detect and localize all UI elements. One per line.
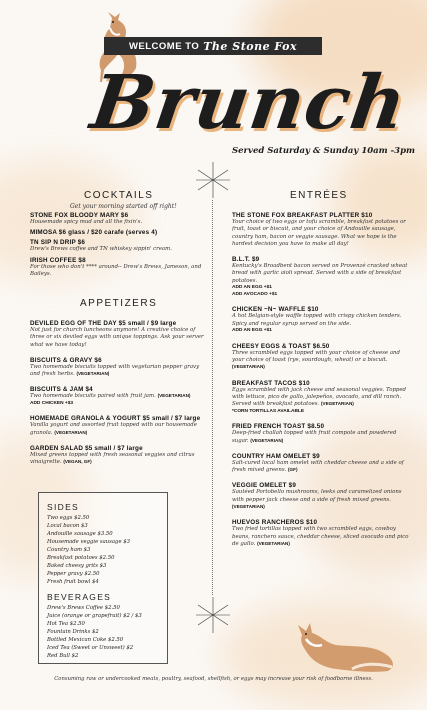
item-name: TN SIP N DRIP $6 — [30, 239, 86, 247]
appetizers-list — [30, 320, 205, 475]
item-description: Two fried tortillas topped with two scrambled eggs, cowboy beans, ranchero sauce, cheddar cheese, sliced avocado and pico de gallo. — [232, 526, 409, 547]
list-item: Housemade veggie sausage $3 — [47, 539, 130, 545]
welcome-text: WELCOME TO — [128, 40, 200, 52]
footer-disclaimer: Consuming raw or undercooked meats, poultry, seafood, shellfish, or eggs may increase your risk of foodborne illness. — [54, 676, 373, 682]
entrees-heading: ENTRÉES — [290, 190, 348, 201]
cocktails-subheading: Get your morning started off right! — [70, 203, 177, 210]
addon-option: ADD AN EGG +$1 — [232, 328, 272, 334]
menu-item — [232, 380, 410, 416]
list-item: Breakfast potatoes $2.50 — [47, 555, 115, 561]
menu-item — [30, 445, 205, 467]
diet-tag: (VEGETARIAN) — [320, 401, 354, 407]
item-description: Kentucky's Broadbent bacon served on Provenzé cracked wheat bread with garlic aioli spread. Served with a side of breakfast potatoes. — [232, 263, 408, 284]
list-item: Iced Tea (Sweet or Unsweet) $2 — [47, 645, 134, 651]
welcome-banner — [113, 37, 313, 55]
menu-item — [30, 229, 205, 236]
diet-tag: (VEGETARIAN) — [157, 393, 191, 399]
diet-tag: (VEGETARIAN) — [250, 437, 284, 443]
item-name: B.L.T. $9 — [232, 256, 260, 264]
menu-item — [232, 212, 410, 248]
menu-item — [30, 357, 205, 379]
list-item: Country ham $3 — [47, 547, 91, 553]
menu-item — [232, 519, 410, 548]
list-item: Fountain Drinks $2 — [47, 629, 99, 635]
item-description: Not just for church luncheons anymore! A creative choice of three or six deviled eggs with unique toppings. Ask your server what we have today! — [30, 327, 204, 348]
diet-tag: (VEGETARIAN) — [54, 429, 88, 435]
list-item: Pepper gravy $2.50 — [47, 571, 100, 577]
diet-tag: (VEGETARIAN) — [76, 371, 110, 377]
menu-item — [232, 256, 410, 298]
center-divider — [212, 200, 213, 595]
diet-tag: (VEGETARIAN) — [257, 540, 290, 546]
sides-beverages-box — [38, 492, 168, 664]
list-item: Hot Tea $2.50 — [47, 621, 85, 627]
menu-item — [30, 415, 205, 437]
brand-name: The Stone Fox — [203, 39, 298, 53]
list-item: Juice (orange or grapefruit) $2 / $3 — [47, 613, 142, 619]
item-description: Two homemade biscuits paired with fruit jam. — [30, 393, 156, 400]
menu-item — [232, 423, 410, 445]
sides-heading: SIDES — [47, 502, 80, 512]
item-name: GARDEN SALAD $5 small / $7 large — [30, 445, 143, 453]
item-name: HOMEMADE GRANOLA & YOGURT $5 small / $7 large — [30, 415, 201, 423]
item-name: THE STONE FOX BREAKFAST PLATTER $10 — [232, 212, 373, 219]
diet-tag: (VEGETARIAN) — [232, 364, 265, 370]
item-description: Mixed greens topped with fresh seasonal veggies and citrus vinaigrette. — [30, 452, 195, 466]
menu-item — [30, 320, 205, 349]
item-description: A hot Belgian-style waffle topped with crispy chicken tenders. Spicy and regular syrup served on the side. — [232, 313, 402, 327]
item-name: FRIED FRENCH TOAST $8.50 — [232, 423, 325, 431]
served-hours: Served Saturday & Sunday 10am -3pm — [232, 146, 416, 156]
list-item: Baked cheesy grits $3 — [47, 563, 107, 569]
sides-list — [47, 514, 167, 586]
item-description: Housemade spicy mud and all the fixin's. — [30, 219, 143, 225]
list-item: Andouille sausage $3.50 — [47, 531, 113, 537]
list-item: Fresh fruit bowl $4 — [47, 579, 99, 585]
diet-tag: (VEGETARIAN) — [232, 504, 265, 510]
menu-item — [232, 306, 410, 334]
item-name: BREAKFAST TACOS $10 — [232, 379, 310, 387]
item-name: IRISH COFFEE $8 — [30, 256, 86, 264]
diet-tag: (GF) — [288, 467, 298, 473]
item-name: CHEESY EGGS & TOAST $6.50 — [232, 342, 330, 350]
item-description: Sautéed Portobello mushrooms, leeks and caramelized onions with pepper jack cheese and a side of fresh mixed greens. — [232, 489, 402, 503]
menu-item — [30, 257, 205, 279]
item-name: BISCUITS & JAM $4 — [30, 386, 93, 394]
fox-illustration-bottom — [292, 615, 402, 675]
menu-item — [30, 239, 205, 253]
item-description: Three scrambled eggs topped with your choice of cheese and your choice of toast (rye, sourdough, wheat) or a biscuit. — [232, 349, 400, 364]
addon-option: ADD CHICKEN +$3 — [30, 400, 74, 406]
item-description: Deep-fried challah topped with fruit compote and powdered sugar. — [232, 430, 397, 444]
list-item: Two eggs $2.50 — [47, 515, 90, 521]
menu-item — [232, 482, 410, 511]
item-description: Salt-cured local ham omelet with cheddar cheese and a side of fresh mixed greens. — [232, 459, 404, 474]
item-description: Drew's Brews coffee and TN whiskey sippin' cream. — [30, 246, 172, 253]
item-name: DEVILED EGG OF THE DAY $5 small / $9 large — [30, 320, 177, 327]
beverages-list — [47, 604, 167, 660]
item-description: For those who don't **** around-- Drew's Brews, Jameson, and Baileys. — [30, 263, 202, 277]
cocktails-list — [30, 212, 205, 286]
item-description: Two homemade biscuits topped with vegetarian pepper gravy and fresh herbs. — [30, 363, 200, 378]
menu-item — [30, 212, 205, 226]
beverages-heading: BEVERAGES — [47, 592, 112, 602]
item-name: STONE FOX BLOODY MARY $6 — [30, 212, 129, 219]
list-item: Bottled Mexican Coke $2.50 — [47, 637, 124, 643]
menu-item — [232, 343, 410, 372]
item-name: CHICKEN ~N~ WAFFLE $10 — [232, 306, 319, 314]
page-title: Brunch — [85, 60, 413, 146]
addon-option: ADD AN EGG +$1 — [232, 285, 272, 291]
menu-item — [30, 386, 205, 407]
addon-option: *CORN TORTILLAS AVAILABLE — [232, 408, 305, 414]
item-name: VEGGIE OMELET $9 — [232, 482, 297, 490]
item-name: COUNTRY HAM OMELET $9 — [232, 452, 320, 460]
list-item: Drew's Brews Coffee $2.50 — [47, 605, 120, 611]
menu-item — [232, 453, 410, 475]
item-name: HUEVOS RANCHEROS $10 — [232, 519, 318, 527]
list-item: Red Bull $2 — [47, 653, 79, 659]
item-description: Your choice of two eggs or tofu scramble, breakfast potatoes or fruit, toast or biscuit, and your choice of Andouille sausage, country ham, bacon or veggie sausage. What we hope is the hardest decision you have to make all day! — [232, 219, 406, 247]
item-name: MIMOSA $6 glass / $20 carafe (serves 4) — [30, 229, 158, 237]
entrees-list — [232, 212, 410, 556]
appetizers-heading: APPETIZERS — [80, 298, 158, 309]
item-description: Vanilla yogurt and assorted fruit topped with our housemade granola. — [30, 422, 197, 436]
starburst-divider — [196, 595, 230, 635]
item-name: BISCUITS & GRAVY $6 — [30, 356, 102, 364]
diet-tag: (VEGAN, GF) — [63, 459, 92, 465]
addon-option: ADD AVOCADO +$1 — [232, 291, 278, 297]
cocktails-heading: COCKTAILS — [84, 190, 154, 201]
item-description: Eggs scrambled with jack cheese and seasonal veggies. Topped with lettuce, pico de gallo, jalepeños, avocado, and dill ranch. Served with breakfast potatoes. — [232, 386, 407, 408]
list-item: Local bacon $3 — [47, 523, 88, 529]
starburst-divider — [196, 160, 230, 200]
